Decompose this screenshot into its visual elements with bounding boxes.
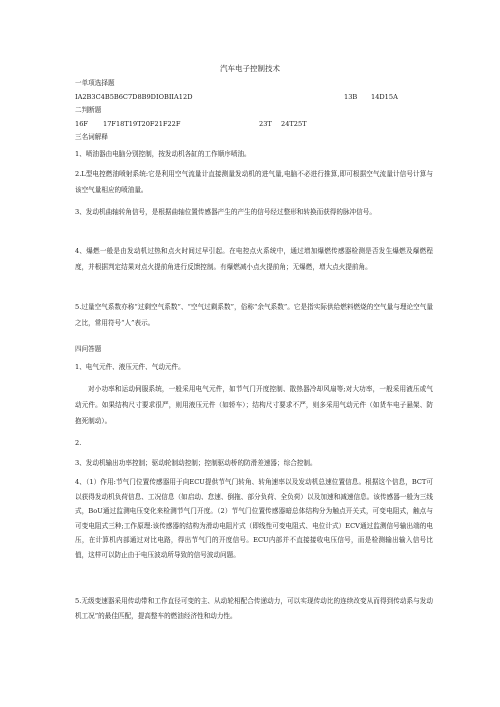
true-false-answers [75, 119, 435, 129]
definition-item-4: 4、爆燃一般是由发动机过热和点火时间过早引起。在电控点火系统中，通过增加爆燃传感器检测是否发生爆燃及爆燃程度，并根据判定结果对点火提前角进行反馈控制。有爆燃减小点火提前角；无爆燃，增大点火提前角。 [75, 247, 433, 271]
document-title: 汽车电子控制技术 [220, 64, 280, 73]
answers-part-a: IA2B3C4B5B6C7D8B9DIOBIIA12D [75, 93, 193, 101]
answers-part-b: 13B [344, 93, 358, 101]
section-heading-single-choice: 一单项选择题 [75, 79, 115, 87]
definition-item-2: 2.L型电控燃油喷射系统:它是利用空气流量计直接测量发动机的进气量,电脑不必进行推算,即可根据空气流量计信号计算与该空气量相应的喷油量。 [75, 170, 433, 194]
answer-item-1: 1、电气元件、液压元件、气动元件。 [75, 363, 185, 371]
answers-part-d: 24T25T [281, 120, 307, 128]
section-heading-definitions: 三名词解释 [75, 133, 108, 141]
answers-part-c: 14D15A [371, 93, 398, 101]
answers-part-c: 23T [259, 120, 272, 128]
answer-item-1-detail: 对小功率和运动伺服系统，一般采用电气元件，如节气门开度控制、散热器冷却风扇等;对大功率，一般采用液压或气动元件。如果结构尺寸要求很严，则用液压元件（如轿车）；结构尺寸要求不严，则多采用气动元件（如货车电子悬架、防抱死制动）。 [75, 385, 433, 425]
answers-part-a: 16F [75, 120, 88, 128]
section-heading-questions: 四问答题 [75, 345, 102, 353]
answer-item-2: 2. [75, 439, 82, 447]
answer-item-3: 3、发动机输出功率控制；驱动轮制动控制；控制驱动桥的防滑差速器；综合控制。 [75, 459, 317, 467]
answer-item-5: 5.无级变速器采用传动带和工作直径可变的主、从动轮相配合传递动力，可以实现传动比的连续改变从而得到传动系与发动机工况”的最佳匹配，提高整车的燃油经济性和动力性。 [75, 597, 433, 620]
single-choice-answers [75, 92, 435, 102]
definition-item-5: 5.过量空气系数亦称“过剩空气系数”、“空气过剩系数”，俗称“余气系数”。它是指实际供给燃料燃烧的空气量与理论空气量之比，常用符号“人”表示。 [75, 303, 433, 327]
section-heading-true-false: 二判断题 [75, 106, 102, 114]
answers-part-b: 17F18T19T20F21F22F [103, 120, 181, 128]
answer-item-4: 4、（1）作用:节气门位置传感器用于向ECU提供节气门转角、转角速率以及发动机总速位置信息。根据这个信息，BCT可以获得发动机负荷信息、工况信息（如启动、怠速、倒拖、部分负荷、全负荷）以及加速和减速信息。该传感器一般为三线式，BoU通过监测电压变化来检测节气门开度。（2）节气门位置传感器暗总体结构分为触点开关式，可变电阻式，触点与可变电阻式三种;工作原理:该传感器的结构为滑动电阻片式（即线性可变电阻式、电位计式）ECV通过监测信号输出端的电压，在计算机内部通过对比电路，得出节气门的开度信号。ECU内部并不直接接收电压信号，而是检测输出输入信号比值，这样可以防止由于电压波动所导致的信号波动问题。 [75, 478, 433, 559]
definition-item-3: 3、发动机曲轴转角信号，是根据曲轴位置传感器产生的产生的信号经过整形和转换而获得的脉冲信号。 [75, 208, 376, 216]
definition-item-1: 1、喷油器由电脑分别控制，按发动机各缸的工作顺序喷油。 [75, 150, 251, 158]
